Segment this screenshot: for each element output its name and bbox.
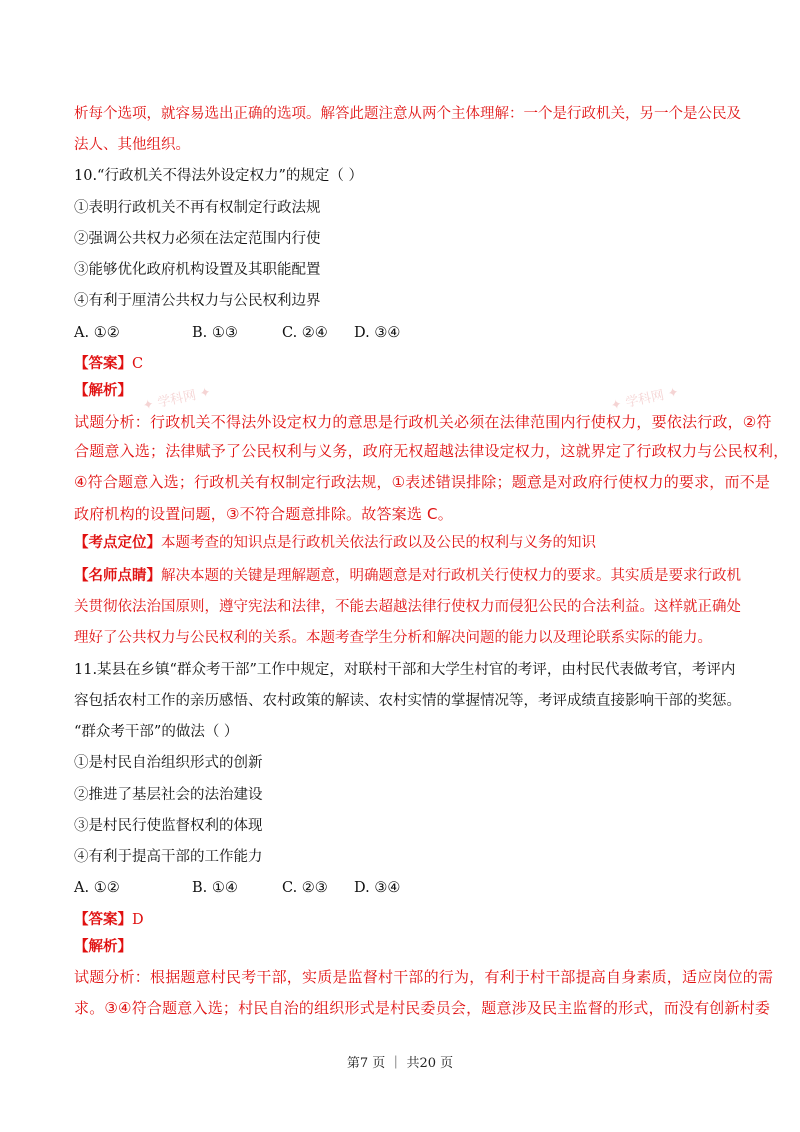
analysis-line: 试题分析：根据题意村民考干部，实质是监督村干部的行为，有利于村干部提高自身素质，适应岗位的需 [74,968,774,986]
analysis-tag: 【解析】 [74,382,132,399]
watermark: ✦ 学科网 ✦ [609,384,681,414]
question-11-options [74,878,754,898]
analysis-heading [74,381,754,401]
page-footer: 第7 页 ｜ 共20 页 [346,1056,454,1071]
analysis-line: 试题分析：行政机关不得法外设定权力的意思是行政机关必须在法律范围内行使权力，要依法行政，②符 [74,413,772,431]
analysis-line: ④符合题意入选；行政机关有权制定行政法规，①表述错误排除；题意是对政府行使权力的要求，而不是 [74,473,771,491]
answer-value: C [132,356,144,372]
point-tag: 【考点定位】 [74,534,161,551]
answer-line [74,910,754,930]
teacher-text: 解决本题的关键是理解题意，明确题意是对行政机关行使权力的要求。其实质是要求行政机 [161,568,741,584]
option-d: D. ③④ [354,880,401,896]
option-a: A. ①② [74,325,120,341]
answer-line [74,354,754,374]
option-b: B. ①④ [192,880,238,896]
question-10-options [74,323,754,343]
question-11-stem: 11.某县在乡镇“群众考干部”工作中规定，对联村干部和大学生村官的考评，由村民代表做考官，考评内 [74,662,736,678]
option-d: D. ③④ [354,325,401,341]
question-11-stem: 容包括农村工作的亲历感悟、农村政策的解读、农村实情的掌握情况等，考评成绩直接影响干部的奖惩。 [74,693,741,709]
answer-tag: 【答案】 [74,355,132,372]
analysis-line: 求。③④符合题意入选；村民自治的组织形式是村民委员会，题意涉及民主监督的形式，而没有创新村委 [74,999,771,1017]
intro-line: 法人、其他组织。 [74,137,190,153]
analysis-heading [74,937,754,957]
question-10-item: ①表明行政机关不再有权制定行政法规 [74,200,321,216]
question-10-stem: 10.“行政机关不得法外设定权力”的规定（ ） [74,168,363,184]
question-11-item: ①是村民自治组织形式的创新 [74,755,263,771]
analysis-line: 政府机构的设置问题，③不符合题意排除。故答案选 C。 [74,505,453,523]
option-a: A. ①② [74,880,120,896]
question-10-item: ④有利于厘清公共权力与公民权利边界 [74,293,321,309]
question-11-item: ④有利于提高干部的工作能力 [74,849,263,865]
question-10-item: ②强调公共权力必须在法定范围内行使 [74,231,321,247]
teacher-tag: 【名师点睛】 [74,567,161,584]
question-11-stem: “群众考干部”的做法（ ） [74,724,239,740]
intro-line: 析每个选项，就容易选出正确的选项。解答此题注意从两个主体理解：一个是行政机关，另一个是公民及 [74,106,741,122]
question-10-item: ③能够优化政府机构设置及其职能配置 [74,262,321,278]
analysis-tag: 【解析】 [74,938,132,955]
watermark: ✦ 学科网 ✦ [141,384,213,414]
option-c: C. ②④ [282,325,328,341]
option-b: B. ①③ [192,325,238,341]
option-c: C. ②③ [282,880,328,896]
point-text: 本题考查的知识点是行政机关依法行政以及公民的权利与义务的知识 [161,535,596,551]
teacher-note [74,566,754,586]
answer-tag: 【答案】 [74,911,132,928]
analysis-line: 合题意入选；法律赋予了公民权利与义务，政府无权超越法律设定权力，这就界定了行政权力与公民权利， [74,442,789,460]
teacher-note-line: 关贯彻依法治国原则，遵守宪法和法律，不能去超越法律行使权力而侵犯公民的合法利益。这样就正确处 [74,599,741,615]
question-11-item: ③是村民行使监督权利的体现 [74,818,263,834]
answer-value: D [132,912,144,928]
knowledge-point [74,533,754,553]
question-11-item: ②推进了基层社会的法治建设 [74,787,263,803]
teacher-note-line: 理好了公共权力与公民权利的关系。本题考查学生分析和解决问题的能力以及理论联系实际的能力。 [74,630,712,646]
